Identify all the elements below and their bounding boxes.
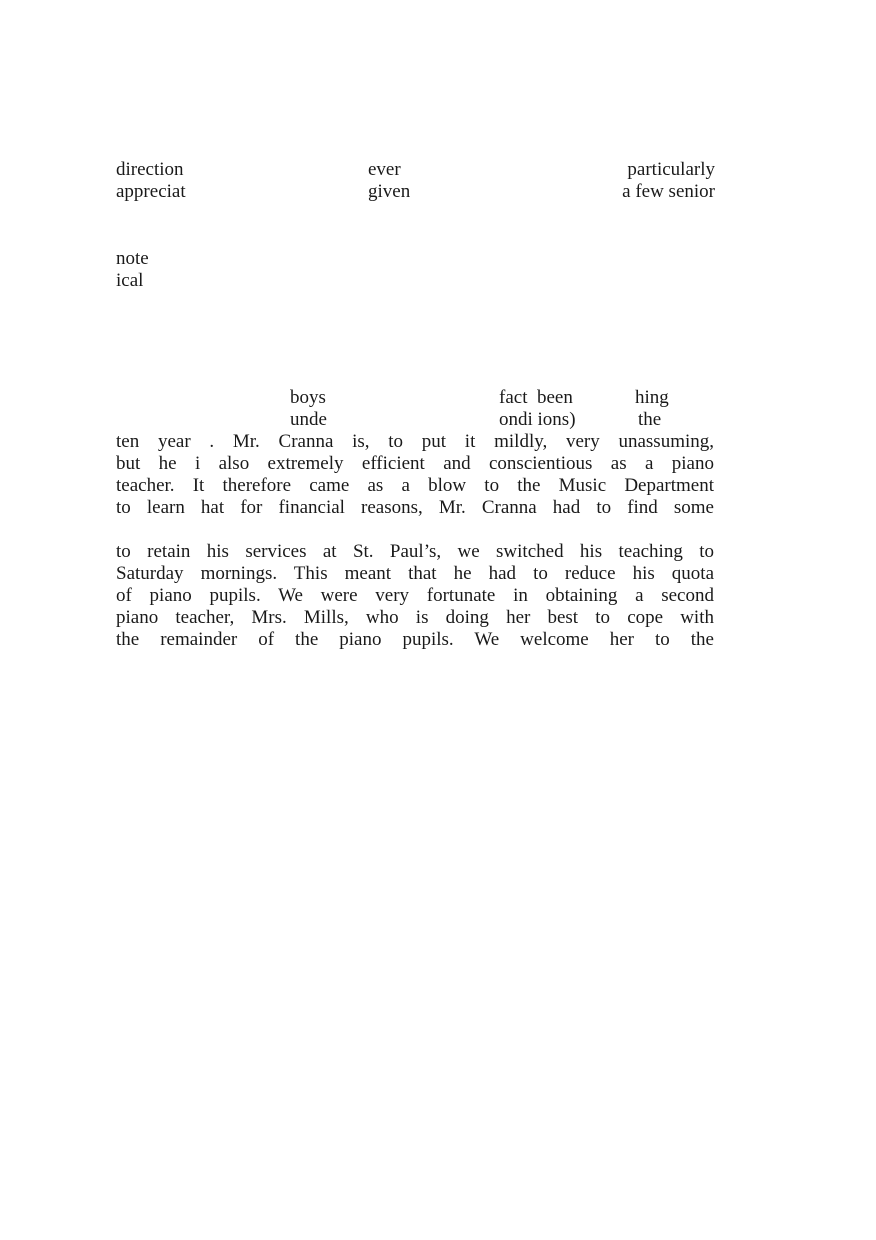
fragment-word: fact been [499, 387, 573, 408]
fragment-word: ever [368, 159, 401, 180]
fragment-word: ondi ions) [499, 409, 576, 430]
text-line: to retain his services at St. Paul’s, we switched his teaching to [116, 541, 714, 562]
fragment-word: appreciat [116, 181, 186, 202]
text-line: Saturday mornings. This meant that he had to reduce his quota [116, 563, 714, 584]
fragment-word: particularly [627, 159, 715, 180]
fragment-word: the [638, 409, 662, 430]
fragment-word: a few senior [622, 181, 715, 202]
fragment-word: note [116, 248, 149, 269]
fragment-word: ical [116, 270, 144, 291]
text-line: the remainder of the piano pupils. We welcome her to the [116, 629, 714, 650]
text-line: but he i also extremely efficient and conscientious as a piano [116, 453, 714, 474]
text-line: piano teacher, Mrs. Mills, who is doing her best to cope with [116, 607, 714, 628]
fragment-word: given [368, 181, 411, 202]
fragment-word: boys [290, 387, 326, 408]
fragment-word: hing [635, 387, 669, 408]
fragment-word: direction [116, 159, 184, 180]
text-line: of piano pupils. We were very fortunate in obtaining a second [116, 585, 714, 606]
text-line: ten year . Mr. Cranna is, to put it mildly, very unassuming, [116, 431, 714, 452]
text-line: teacher. It therefore came as a blow to the Music Department [116, 475, 714, 496]
fragment-word: unde [290, 409, 327, 430]
text-line: to learn hat for financial reasons, Mr. Cranna had to find some [116, 497, 714, 518]
